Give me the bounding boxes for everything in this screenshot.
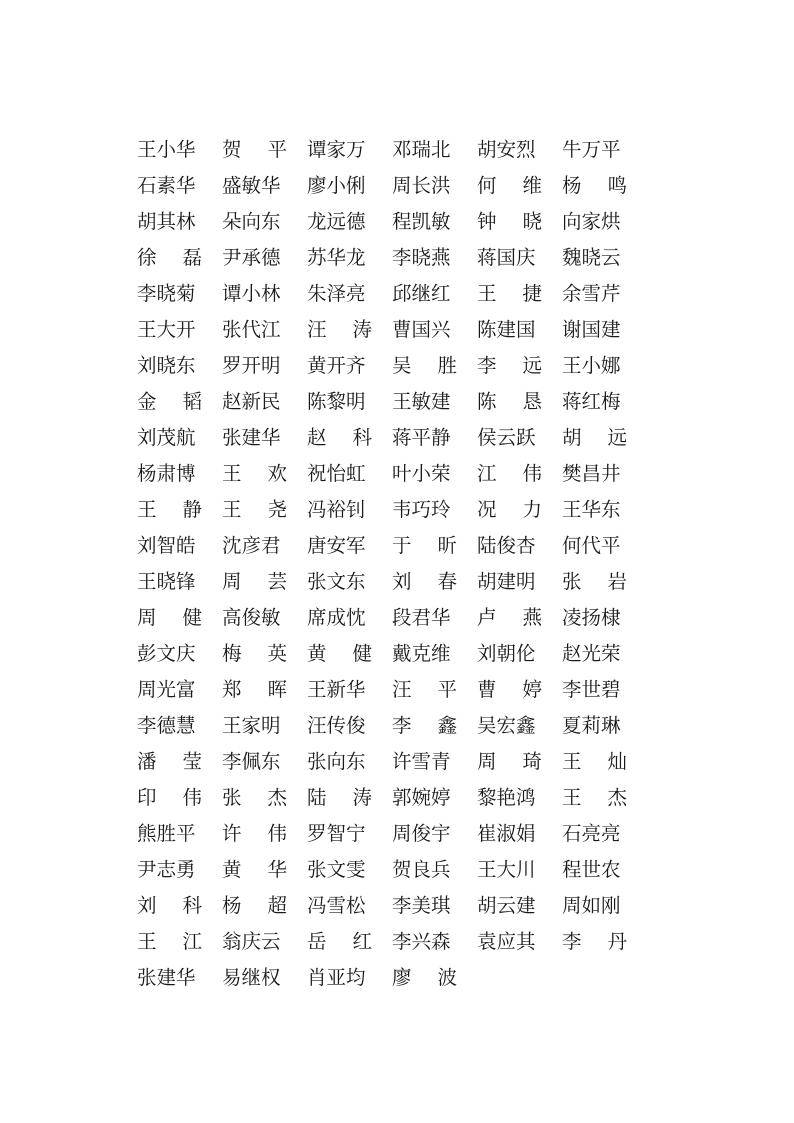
name-cell: 刘 科	[137, 894, 202, 918]
name-cell: 潘 莹	[137, 750, 202, 774]
name-cell: 侯云跃	[477, 426, 536, 450]
name-cell: 廖小俐	[307, 174, 366, 198]
name-cell: 王晓锋	[137, 570, 196, 594]
name-cell: 谭小林	[222, 282, 281, 306]
name-row	[137, 780, 637, 816]
name-cell: 胡其林	[137, 210, 196, 234]
name-cell: 胡 远	[562, 426, 627, 450]
name-cell: 谭家万	[307, 138, 366, 162]
name-cell: 黄 华	[222, 858, 287, 882]
name-cell: 张文东	[307, 570, 366, 594]
name-cell: 于 昕	[392, 534, 457, 558]
name-cell: 胡安烈	[477, 138, 536, 162]
name-cell: 唐安军	[307, 534, 366, 558]
name-cell: 陆俊杏	[477, 534, 536, 558]
name-cell: 樊昌井	[562, 462, 621, 486]
name-cell: 朵向东	[222, 210, 281, 234]
name-row	[137, 528, 637, 564]
name-cell: 王家明	[222, 714, 281, 738]
name-cell: 邓瑞北	[392, 138, 451, 162]
name-cell: 叶小荣	[392, 462, 451, 486]
name-cell: 周俊宇	[392, 822, 451, 846]
name-row	[137, 888, 637, 924]
name-cell: 冯裕钊	[307, 498, 366, 522]
name-cell: 张 杰	[222, 786, 287, 810]
name-cell: 尹志勇	[137, 858, 196, 882]
name-cell: 李兴森	[392, 930, 451, 954]
name-cell: 钟 晓	[477, 210, 542, 234]
name-cell: 蒋国庆	[477, 246, 536, 270]
name-cell: 郑 晖	[222, 678, 287, 702]
name-cell: 石亮亮	[562, 822, 621, 846]
name-cell: 陈 恳	[477, 390, 542, 414]
name-cell: 张建华	[137, 966, 196, 990]
name-cell: 苏华龙	[307, 246, 366, 270]
name-cell: 朱泽亮	[307, 282, 366, 306]
name-cell: 江 伟	[477, 462, 542, 486]
name-cell: 王大川	[477, 858, 536, 882]
name-row	[137, 348, 637, 384]
name-cell: 段君华	[392, 606, 451, 630]
name-cell: 李世碧	[562, 678, 621, 702]
name-cell: 周长洪	[392, 174, 451, 198]
name-cell: 李佩东	[222, 750, 281, 774]
name-cell: 王新华	[307, 678, 366, 702]
name-cell: 石素华	[137, 174, 196, 198]
name-cell: 易继权	[222, 966, 281, 990]
name-cell: 刘智皓	[137, 534, 196, 558]
name-cell: 牛万平	[562, 138, 621, 162]
name-cell: 王 捷	[477, 282, 542, 306]
name-cell: 尹承德	[222, 246, 281, 270]
name-cell: 王 静	[137, 498, 202, 522]
name-row	[137, 456, 637, 492]
name-cell: 盛敏华	[222, 174, 281, 198]
name-cell: 吴宏鑫	[477, 714, 536, 738]
name-cell: 王小娜	[562, 354, 621, 378]
name-cell: 龙远德	[307, 210, 366, 234]
name-cell: 彭文庆	[137, 642, 196, 666]
name-cell: 刘晓东	[137, 354, 196, 378]
name-cell: 祝怡虹	[307, 462, 366, 486]
name-cell: 黄开齐	[307, 354, 366, 378]
name-cell: 王 灿	[562, 750, 627, 774]
name-cell: 陈建国	[477, 318, 536, 342]
name-row	[137, 924, 637, 960]
name-cell: 王 杰	[562, 786, 627, 810]
name-row	[137, 276, 637, 312]
name-cell: 蒋红梅	[562, 390, 621, 414]
name-cell: 刘茂航	[137, 426, 196, 450]
name-row	[137, 420, 637, 456]
name-cell: 李 鑫	[392, 714, 457, 738]
name-cell: 谢国建	[562, 318, 621, 342]
name-cell: 张 岩	[562, 570, 627, 594]
name-cell: 周光富	[137, 678, 196, 702]
name-cell: 向家烘	[562, 210, 621, 234]
name-cell: 席成忱	[307, 606, 366, 630]
name-cell: 王华东	[562, 498, 621, 522]
name-cell: 卢 燕	[477, 606, 542, 630]
name-cell: 吴 胜	[392, 354, 457, 378]
name-cell: 黄 健	[307, 642, 372, 666]
name-cell: 王 尧	[222, 498, 287, 522]
name-cell: 张建华	[222, 426, 281, 450]
name-row	[137, 564, 637, 600]
name-row	[137, 708, 637, 744]
name-row	[137, 312, 637, 348]
name-cell: 程凯敏	[392, 210, 451, 234]
name-cell: 韦巧玲	[392, 498, 451, 522]
name-row	[137, 636, 637, 672]
name-row	[137, 168, 637, 204]
name-cell: 汪 涛	[307, 318, 372, 342]
name-row	[137, 672, 637, 708]
name-cell: 刘 春	[392, 570, 457, 594]
name-cell: 王 欢	[222, 462, 287, 486]
name-cell: 蒋平静	[392, 426, 451, 450]
name-cell: 袁应其	[477, 930, 536, 954]
name-cell: 邱继红	[392, 282, 451, 306]
name-row	[137, 852, 637, 888]
name-cell: 胡建明	[477, 570, 536, 594]
name-row	[137, 384, 637, 420]
name-cell: 杨 超	[222, 894, 287, 918]
name-cell: 徐 磊	[137, 246, 202, 270]
name-cell: 戴克维	[392, 642, 451, 666]
name-cell: 金 韬	[137, 390, 202, 414]
name-cell: 胡云建	[477, 894, 536, 918]
name-cell: 程世农	[562, 858, 621, 882]
name-cell: 罗智宁	[307, 822, 366, 846]
name-cell: 赵光荣	[562, 642, 621, 666]
name-row	[137, 204, 637, 240]
name-cell: 廖 波	[392, 966, 457, 990]
name-cell: 张向东	[307, 750, 366, 774]
name-cell: 李德慧	[137, 714, 196, 738]
name-cell: 魏晓云	[562, 246, 621, 270]
name-cell: 周 健	[137, 606, 202, 630]
name-cell: 王大开	[137, 318, 196, 342]
name-cell: 夏莉琳	[562, 714, 621, 738]
name-cell: 汪传俊	[307, 714, 366, 738]
name-cell: 梅 英	[222, 642, 287, 666]
name-cell: 汪 平	[392, 678, 457, 702]
name-cell: 冯雪松	[307, 894, 366, 918]
name-cell: 赵 科	[307, 426, 372, 450]
names-grid	[137, 132, 637, 996]
name-cell: 贺良兵	[392, 858, 451, 882]
name-cell: 赵新民	[222, 390, 281, 414]
name-cell: 贺 平	[222, 138, 287, 162]
name-row	[137, 240, 637, 276]
name-cell: 王 江	[137, 930, 202, 954]
name-cell: 黎艳鸿	[477, 786, 536, 810]
name-cell: 陈黎明	[307, 390, 366, 414]
name-cell: 陆 涛	[307, 786, 372, 810]
name-row	[137, 816, 637, 852]
name-cell: 高俊敏	[222, 606, 281, 630]
name-cell: 郭婉婷	[392, 786, 451, 810]
name-cell: 周如刚	[562, 894, 621, 918]
name-cell: 周 芸	[222, 570, 287, 594]
name-row	[137, 960, 637, 996]
name-cell: 熊胜平	[137, 822, 196, 846]
name-cell: 周 琦	[477, 750, 542, 774]
name-cell: 崔淑娟	[477, 822, 536, 846]
name-cell: 况 力	[477, 498, 542, 522]
name-cell: 李 丹	[562, 930, 627, 954]
name-row	[137, 492, 637, 528]
name-cell: 何代平	[562, 534, 621, 558]
name-cell: 杨肃博	[137, 462, 196, 486]
name-cell: 印 伟	[137, 786, 202, 810]
name-cell: 许雪青	[392, 750, 451, 774]
name-cell: 罗开明	[222, 354, 281, 378]
name-cell: 张文雯	[307, 858, 366, 882]
name-cell: 凌扬棣	[562, 606, 621, 630]
name-cell: 沈彦君	[222, 534, 281, 558]
name-cell: 张代江	[222, 318, 281, 342]
name-cell: 翁庆云	[222, 930, 281, 954]
name-cell: 肖亚均	[307, 966, 366, 990]
name-cell: 余雪芹	[562, 282, 621, 306]
name-cell: 李美琪	[392, 894, 451, 918]
name-cell: 岳 红	[307, 930, 372, 954]
name-cell: 李 远	[477, 354, 542, 378]
name-cell: 王小华	[137, 138, 196, 162]
name-cell: 许 伟	[222, 822, 287, 846]
name-cell: 杨 鸣	[562, 174, 627, 198]
name-cell: 何 维	[477, 174, 542, 198]
name-row	[137, 744, 637, 780]
name-cell: 曹国兴	[392, 318, 451, 342]
name-row	[137, 600, 637, 636]
name-cell: 李晓燕	[392, 246, 451, 270]
name-row	[137, 132, 637, 168]
name-cell: 曹 婷	[477, 678, 542, 702]
name-cell: 李晓菊	[137, 282, 196, 306]
name-cell: 王敏建	[392, 390, 451, 414]
name-cell: 刘朝伦	[477, 642, 536, 666]
